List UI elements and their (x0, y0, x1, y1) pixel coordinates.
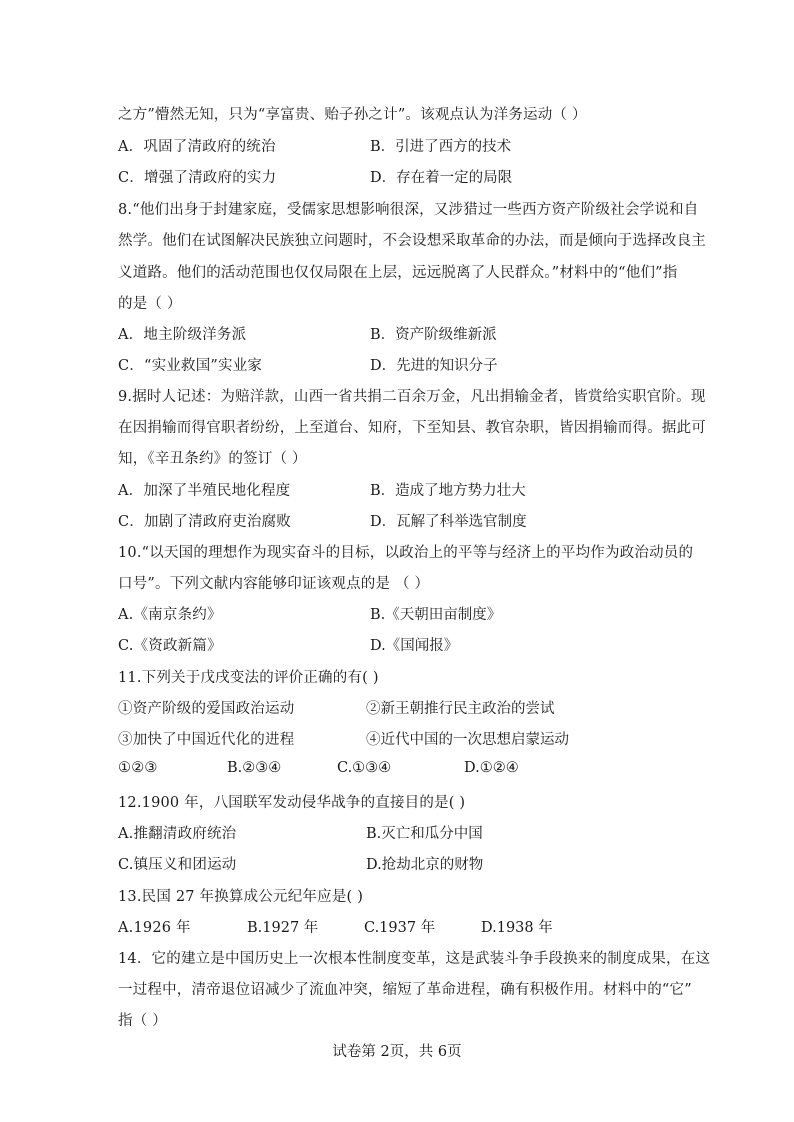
q7-option-b: B．引进了西方的技术 (370, 139, 512, 155)
q11-option-c: C.①③④ (337, 760, 392, 776)
q7-option-a: A．巩固了清政府的统治 (118, 139, 276, 155)
q7-option-c: C．增强了清政府的实力 (118, 170, 277, 186)
q11-stem: 11.下列关于戊戌变法的评价正确的有( ) (118, 670, 379, 686)
q8-stem-line-1: 8.“他们出身于封建家庭，受儒家思想影响很深，又涉猎过一些西方资产阶级社会学说和自 (118, 202, 699, 218)
q11-option-a: ①②③ (118, 760, 158, 776)
q8-stem-line-3: 义道路。他们的活动范围也仅仅局限在上层，远远脱离了人民群众。”材料中的“他们”指 (118, 265, 678, 281)
q13-stem: 13.民国 27 年换算成公元纪年应是( ) (118, 889, 364, 905)
q11-option-b: B.②③④ (227, 760, 282, 776)
q10-stem-line-2: 口号”。下列文献内容能够印证该观点的是 （ ） (118, 576, 430, 592)
q14-stem-line-3: 指（ ） (118, 1013, 167, 1029)
q8-option-c: C．“实业救国”实业家 (118, 358, 263, 374)
q10-option-b: B.《天朝田亩制度》 (370, 607, 502, 623)
q14-stem-line-2: 一过程中，清帝退位诏减少了流血冲突，缩短了革命进程，确有积极作用。材料中的“它” (118, 982, 692, 998)
q12-option-c: C.镇压义和团运动 (118, 857, 237, 873)
q13-option-a: A.1926 年 (118, 920, 191, 936)
q8-stem-line-4: 的是（ ） (118, 296, 182, 312)
q9-option-b: B．造成了地方势力壮大 (370, 483, 526, 499)
q14-stem-line-1: 14．它的建立是中国历史上一次根本性制度变革，这是武装斗争手段换来的制度成果，在这 (118, 951, 711, 967)
q12-stem: 12.1900 年，八国联军发动侵华战争的直接目的是( ) (118, 795, 466, 811)
q12-option-d: D.抢劫北京的财物 (366, 857, 484, 873)
q9-option-c: C．加剧了清政府吏治腐败 (118, 514, 291, 530)
q8-option-a: A．地主阶级洋务派 (118, 327, 247, 343)
q8-option-b: B．资产阶级维新派 (370, 327, 497, 343)
q11-statement-2: ②新王朝推行民主政治的尝试 (366, 701, 555, 717)
q8-stem-line-2: 然学。他们在试图解决民族独立问题时，不会设想采取革命的办法，而是倾向于选择改良主 (118, 233, 706, 249)
q11-statement-3: ③加快了中国近代化的进程 (118, 732, 295, 748)
q10-option-d: D.《国闻报》 (370, 638, 459, 654)
q12-option-a: A.推翻清政府统治 (118, 826, 237, 842)
q9-option-a: A．加深了半殖民地化程度 (118, 483, 291, 499)
q11-statement-4: ④近代中国的一次思想启蒙运动 (366, 732, 569, 748)
q12-option-b: B.灭亡和瓜分中国 (366, 826, 483, 842)
q8-option-d: D．先进的知识分子 (370, 358, 498, 374)
q13-option-b: B.1927 年 (247, 920, 319, 936)
q9-stem-line-1: 9.据时人记述：为赔洋款，山西一省共捐二百余万金，凡出捐输金者，皆赏给实职官阶。现 (118, 389, 706, 405)
q9-stem-line-2: 在因捐输而得官职者纷纷，上至道台、知府，下至知县、教官杂职，皆因捐输而得。据此可 (118, 420, 706, 436)
q10-option-a: A.《南京条约》 (118, 607, 222, 623)
q11-statement-1: ①资产阶级的爱国政治运动 (118, 701, 295, 717)
q13-option-d: D.1938 年 (481, 920, 553, 936)
q9-option-d: D．瓦解了科举选官制度 (370, 514, 527, 530)
q13-option-c: C.1937 年 (364, 920, 436, 936)
q10-option-c: C.《资政新篇》 (118, 638, 222, 654)
q11-option-d: D.①②④ (464, 760, 519, 776)
page-footer: 试卷第 2页，共 6页 (332, 1044, 462, 1060)
q7-option-d: D．存在着一定的局限 (370, 170, 513, 186)
q9-stem-line-3: 知，《辛丑条约》的签订（ ） (118, 451, 307, 467)
q7-stem-continued: 之方”懵然无知，只为“享富贵、贻子孙之计”。该观点认为洋务运动（ ） (118, 107, 587, 123)
q10-stem-line-1: 10.“以天国的理想作为现实奋斗的目标，以政治上的平等与经济上的平均作为政治动员的 (118, 545, 694, 561)
